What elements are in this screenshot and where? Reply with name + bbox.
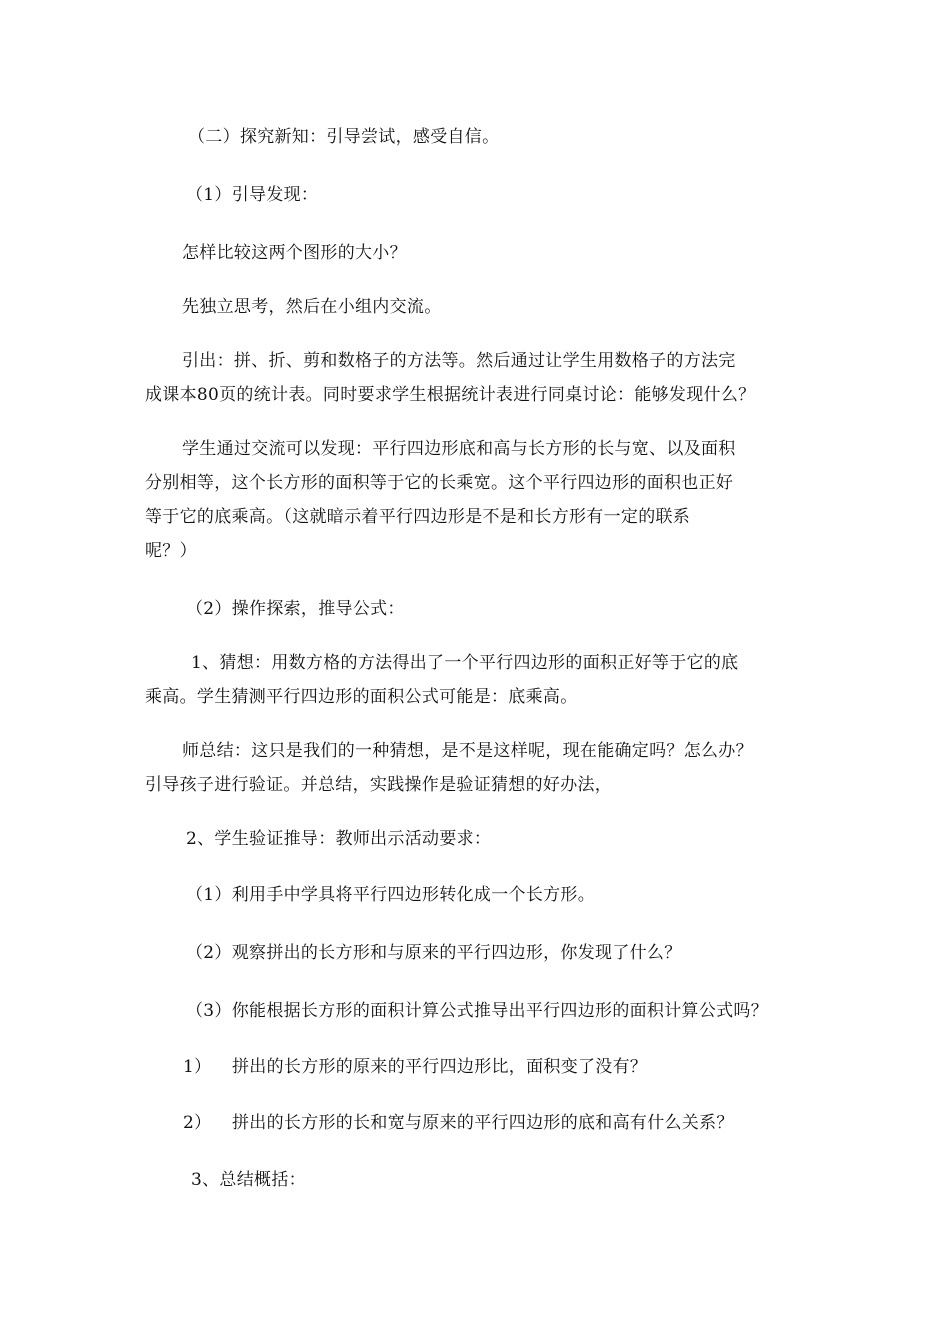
paragraph-line: 呢？） <box>145 541 197 561</box>
step-3-heading: 3、总结概括： <box>191 1170 306 1190</box>
requirement-1: （1）利用手中学具将平行四边形转化成一个长方形。 <box>186 885 596 905</box>
paragraph-line: 引导孩子进行验证。并总结，实践操作是验证猜想的好办法， <box>145 775 613 795</box>
question-b-number: 2） <box>183 1113 212 1133</box>
paragraph-line: 成课本80页的统计表。同时要求学生根据统计表进行同桌讨论：能够发现什么？ <box>145 385 756 405</box>
paragraph-intro <box>145 344 815 412</box>
paragraph-line: 引出：拼、折、剪和数格子的方法等。然后通过让学生用数格子的方法完 <box>182 351 736 371</box>
paragraph-line: 等于它的底乘高。（这就暗示着平行四边形是不是和长方形有一定的联系 <box>145 507 691 527</box>
step-2-heading: 2、学生验证推导：教师出示活动要求： <box>186 829 492 849</box>
instruction-think: 先独立思考，然后在小组内交流。 <box>182 297 442 317</box>
paragraph-line: 1、猜想：用数方格的方法得出了一个平行四边形的面积正好等于它的底 <box>191 653 739 673</box>
section-title: （二）探究新知：引导尝试，感受自信。 <box>188 127 500 147</box>
requirement-2: （2）观察拼出的长方形和与原来的平行四边形，你发现了什么？ <box>186 943 682 963</box>
requirement-3: （3）你能根据长方形的面积计算公式推导出平行四边形的面积计算公式吗？ <box>186 1001 769 1021</box>
question-a-text: 拼出的长方形的原来的平行四边形比，面积变了没有？ <box>232 1057 648 1077</box>
paragraph-discovery <box>145 432 815 568</box>
paragraph-line: 学生通过交流可以发现：平行四边形底和高与长方形的长与宽、以及面积 <box>182 439 736 459</box>
paragraph-line: 分别相等，这个长方形的面积等于它的长乘宽。这个平行四边形的面积也正好 <box>145 473 734 493</box>
question-b-text: 拼出的长方形的长和宽与原来的平行四边形的底和高有什么关系？ <box>232 1113 734 1133</box>
paragraph-line: 师总结：这只是我们的一种猜想，是不是这样呢，现在能确定吗？怎么办？ <box>182 741 753 761</box>
question-compare: 怎样比较这两个图形的大小？ <box>182 243 407 263</box>
paragraph-guess <box>145 646 815 714</box>
question-a-number: 1） <box>183 1057 212 1077</box>
paragraph-line: 乘高。学生猜测平行四边形的面积公式可能是：底乘高。 <box>145 687 578 707</box>
paragraph-teacher-summary <box>145 734 815 802</box>
subsection-heading-2: （2）操作探索，推导公式： <box>186 599 405 619</box>
subsection-heading-1: （1）引导发现： <box>186 185 319 205</box>
